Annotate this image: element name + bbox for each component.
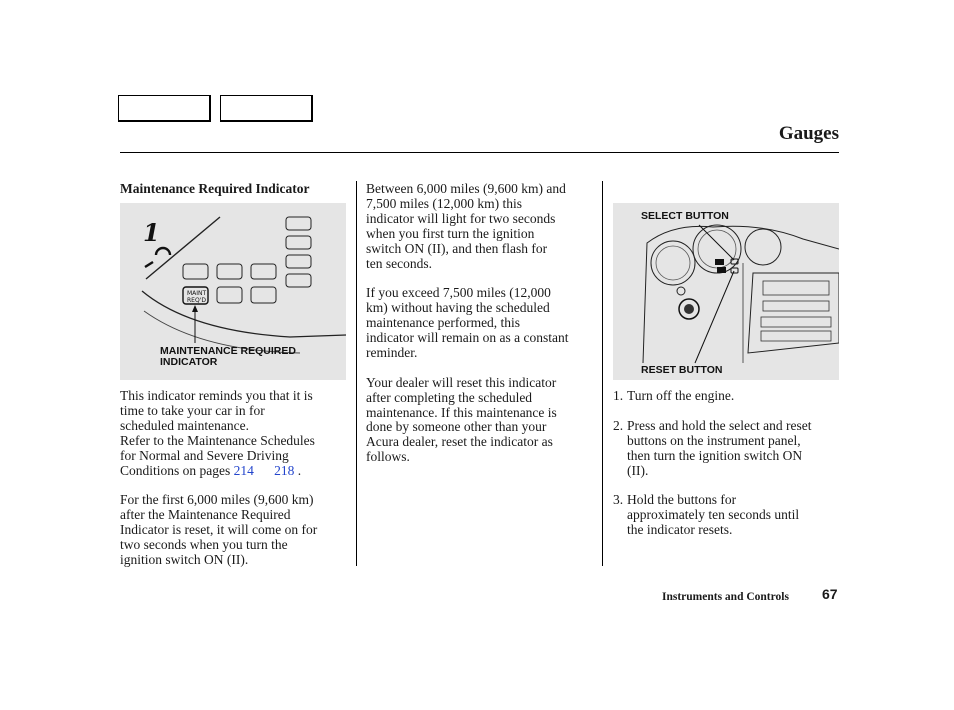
reset-procedure <box>613 389 841 553</box>
maintenance-indicator-figure <box>120 203 346 380</box>
list-item: 3. Hold the buttons for approximately ten seconds until the indicator resets. <box>613 492 800 538</box>
reqd-text: REQ'D <box>187 297 206 304</box>
list-item: 2. Press and hold the select and reset buttons on the instrument panel, then turn the ignition switch ON (II). <box>613 417 812 478</box>
body-paragraph: Between 6,000 miles (9,600 km) and 7,500 miles (12,000 km) this indicator will light for two seconds when you first turn the ignition switch ON (II), and then flash for ten seconds. <box>366 181 566 271</box>
header-rule <box>120 152 839 153</box>
instrument-panel-illustration <box>613 203 839 380</box>
figure-callout: MAINTENANCE REQUIRED <box>160 345 296 357</box>
column-divider <box>356 181 357 566</box>
body-paragraph: This indicator reminds you that it is time to take your car in for scheduled maintenance. Refer to the Maintenance Schedules for Normal and Severe Driving Conditions on pages 214 218 . <box>120 388 315 478</box>
footer-section-name: Instruments and Controls <box>662 591 789 603</box>
subsection-heading: Maintenance Required Indicator <box>120 181 310 196</box>
body-paragraph: For the first 6,000 miles (9,600 km) after the Maintenance Required Indicator is reset, it will come on for two seconds when you turn the ignition switch ON (II). <box>120 492 318 567</box>
middle-body-text <box>366 182 596 465</box>
nav-button-previous[interactable] <box>118 95 211 122</box>
gauge-digit: 1 <box>143 218 160 247</box>
page-link-218[interactable]: 218 <box>274 462 295 478</box>
page-link-214[interactable]: 214 <box>233 462 254 478</box>
section-title: Gauges <box>778 123 839 144</box>
left-body-text <box>120 389 348 568</box>
select-button-callout: SELECT BUTTON <box>641 210 729 222</box>
figure-callout: INDICATOR <box>160 356 218 368</box>
body-paragraph: If you exceed 7,500 miles (12,000 km) without having the scheduled maintenance performed, this indicator will remain on as a constant reminder. <box>366 285 569 360</box>
maint-text: MAINT <box>187 290 207 297</box>
body-paragraph: Your dealer will reset this indicator after completing the scheduled maintenance. If this maintenance is done by someone other than your Acura dealer, reset the indicator as follows. <box>366 374 557 465</box>
page-number: 67 <box>822 586 838 602</box>
nav-button-next[interactable] <box>220 95 313 122</box>
reset-button-callout: RESET BUTTON <box>641 364 723 376</box>
column-divider <box>602 181 603 566</box>
steps-list <box>613 389 841 538</box>
list-item: 1. Turn off the engine. <box>613 388 735 403</box>
select-reset-buttons-figure <box>613 203 839 380</box>
